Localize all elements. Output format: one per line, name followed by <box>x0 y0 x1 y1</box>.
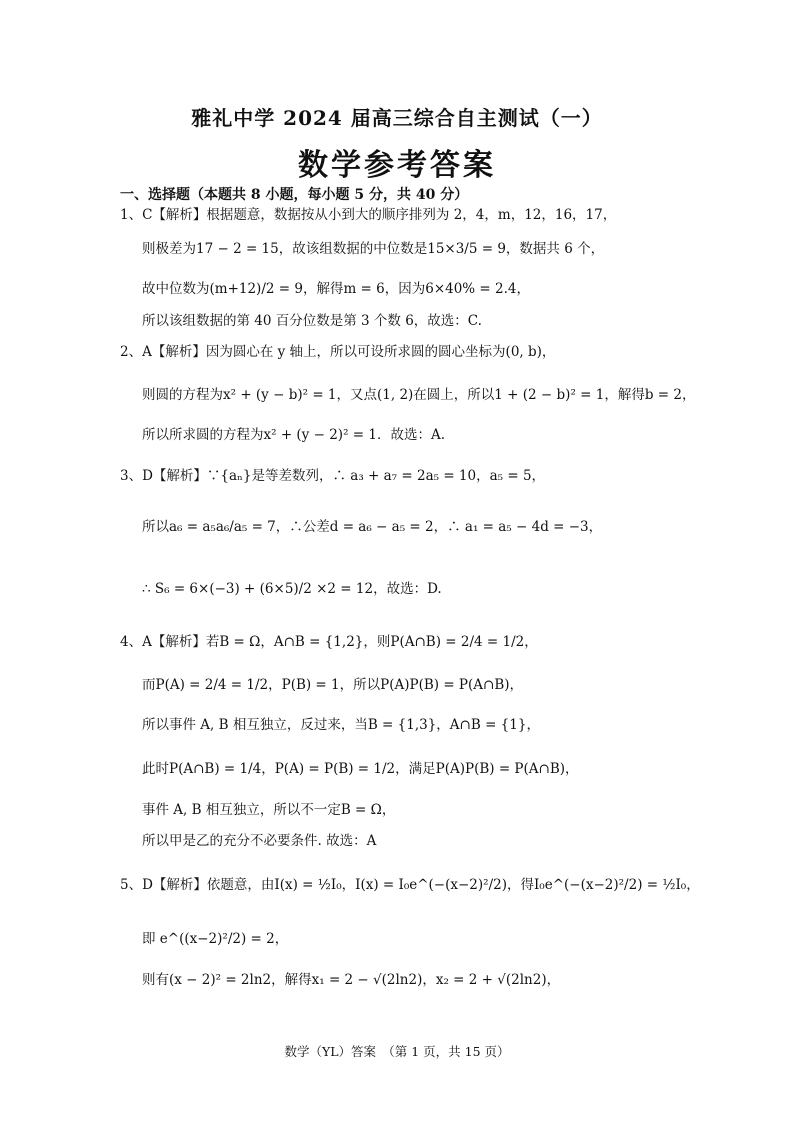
q4-line-5: 事件 A, B 相互独立，所以不一定B = Ω， <box>142 802 396 818</box>
q4-line-6: 所以甲是乙的充分不必要条件. 故选：A <box>142 833 377 849</box>
q1-line-4: 所以该组数据的第 40 百分位数是第 3 个数 6，故选：C. <box>142 313 482 329</box>
q5-line-1: 5、D【解析】依题意，由I(x) = ½I₀，I(x) = I₀e^(−(x−2)²/2)，得I₀e^(−(x−2)²/2) = ½I₀， <box>120 877 700 893</box>
q4-line-3: 所以事件 A, B 相互独立，反过来，当B = {1,3}，A∩B = {1}， <box>142 717 540 733</box>
q1-line-3: 故中位数为(m+12)/2 = 9，解得m = 6，因为6×40% = 2.4， <box>142 281 530 297</box>
section-heading: 一、选择题（本题共 8 小题，每小题 5 分，共 40 分） <box>120 187 469 203</box>
q4-line-2: 而P(A) = 2/4 = 1/2，P(B) = 1，所以P(A)P(B) = P(A∩B)， <box>142 677 524 693</box>
q2-line-3: 所以所求圆的方程为x² + (y − 2)² = 1．故选：A. <box>142 427 445 443</box>
q1-line-2: 则极差为17 − 2 = 15，故该组数据的中位数是15×3/5 = 9，数据共 6 个， <box>142 241 605 257</box>
q1-line-1: 1、C【解析】根据题意，数据按从小到大的顺序排列为 2，4，m，12，16，17， <box>120 207 617 223</box>
q3-line-3: ∴ S₆ = 6×(−3) + (6×5)/2 ×2 = 12，故选：D. <box>142 581 442 597</box>
page-footer: 数学（YL）答案 （第 1 页，共 15 页） <box>284 1044 510 1059</box>
q2-line-1: 2、A【解析】因为圆心在 y 轴上，所以可设所求圆的圆心坐标为(0, b)， <box>120 344 556 360</box>
document-title: 雅礼中学 2024 届高三综合自主测试（一） <box>191 106 603 130</box>
q4-line-1: 4、A【解析】若B = Ω，A∩B = {1,2}，则P(A∩B) = 2/4 = 1/2， <box>120 634 538 650</box>
q5-line-2: 即 e^((x−2)²/2) = 2， <box>142 931 289 947</box>
q3-line-1: 3、D【解析】∵{aₙ}是等差数列，∴ a₃ + a₇ = 2a₅ = 10，a₅ = 5， <box>120 468 546 484</box>
document-subtitle: 数学参考答案 <box>298 148 496 183</box>
q4-line-4: 此时P(A∩B) = 1/4，P(A) = P(B) = 1/2，满足P(A)P(B) = P(A∩B)， <box>142 761 579 777</box>
q2-line-2: 则圆的方程为x² + (y − b)² = 1，又点(1, 2)在圆上，所以1 + (2 − b)² = 1，解得b = 2， <box>142 387 696 403</box>
q3-line-2: 所以a₆ = a₅a₆/a₅ = 7，∴公差d = a₆ − a₅ = 2，∴ a₁ = a₅ − 4d = −3， <box>142 519 603 535</box>
q5-line-3: 则有(x − 2)² = 2ln2，解得x₁ = 2 − √(2ln2)，x₂ = 2 + √(2ln2)， <box>142 972 561 988</box>
